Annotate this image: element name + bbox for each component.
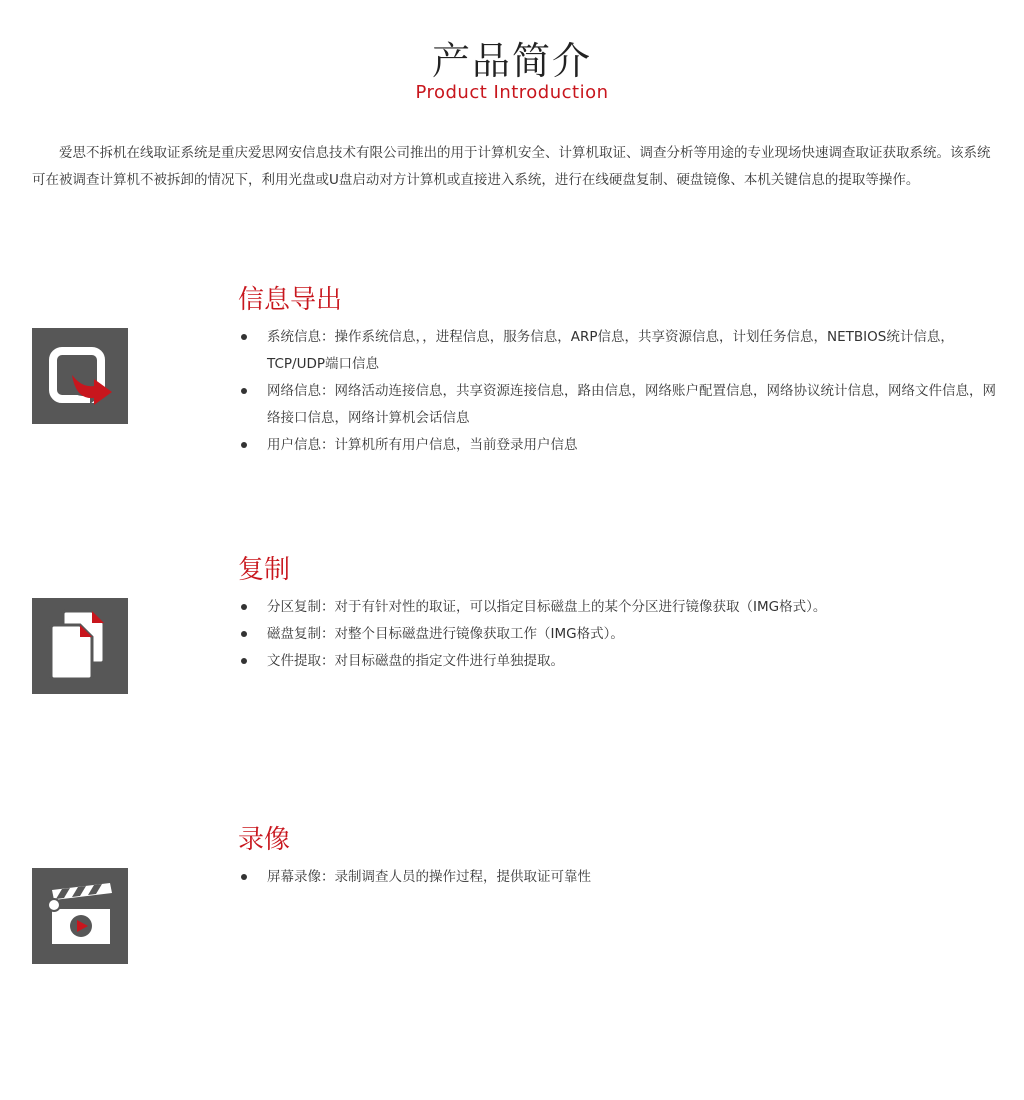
- list-item: [238, 621, 998, 648]
- list-item: [238, 864, 998, 891]
- list-item: [238, 648, 998, 675]
- list-item-text: 系统信息：操作系统信息，，进程信息，服务信息，ARP信息，共享资源信息，计划任务信息，NETBIOS统计信息，TCP/UDP端口信息: [267, 329, 954, 372]
- page-header: [0, 38, 1024, 104]
- intro-paragraph: 爱思不拆机在线取证系统是重庆爱思网安信息技术有限公司推出的用于计算机安全、计算机取证、调查分析等用途的专业现场快速调查取证获取系统。该系统可在被调查计算机不被拆卸的情况下，利用光盘或U盘启动对方计算机或直接进入系统，进行在线硬盘复制、硬盘镜像、本机关键信息的提取等操作。: [32, 145, 991, 188]
- list-item-text: 文件提取：对目标磁盘的指定文件进行单独提取。: [267, 653, 564, 669]
- list-item-text: 屏幕录像：录制调查人员的操作过程，提供取证可靠性: [267, 869, 591, 885]
- section-title: 复制: [238, 555, 291, 585]
- section-title: 信息导出: [238, 285, 343, 315]
- bullet-icon: [241, 874, 247, 880]
- list-item-text: 磁盘复制：对整个目标磁盘进行镜像获取工作（IMG格式）。: [267, 626, 624, 642]
- video-clapperboard-icon: [32, 868, 128, 964]
- section-bullet-list: [238, 864, 998, 891]
- section-title: 录像: [238, 825, 291, 855]
- bullet-icon: [241, 631, 247, 637]
- list-item-text: 用户信息：计算机所有用户信息，当前登录用户信息: [267, 437, 578, 453]
- list-item: [238, 594, 998, 621]
- export-icon: [32, 328, 128, 424]
- page-title: 产品简介: [431, 39, 592, 83]
- copy-documents-icon: [32, 598, 128, 694]
- section-bullet-list: [238, 594, 998, 675]
- list-item: [238, 378, 998, 432]
- bullet-icon: [241, 604, 247, 610]
- list-item-text: 网络信息：网络活动连接信息，共享资源连接信息，路由信息，网络账户配置信息，网络协议统计信息，网络文件信息，网络接口信息，网络计算机会话信息: [267, 383, 996, 426]
- page-subtitle: Product Introduction: [415, 82, 609, 103]
- list-item: [238, 324, 998, 378]
- bullet-icon: [241, 334, 247, 340]
- list-item-text: 分区复制：对于有针对性的取证，可以指定目标磁盘上的某个分区进行镜像获取（IMG格式）。: [267, 599, 827, 615]
- bullet-icon: [241, 388, 247, 394]
- list-item: [238, 432, 998, 459]
- bullet-icon: [241, 442, 247, 448]
- section-bullet-list: [238, 324, 998, 459]
- bullet-icon: [241, 658, 247, 664]
